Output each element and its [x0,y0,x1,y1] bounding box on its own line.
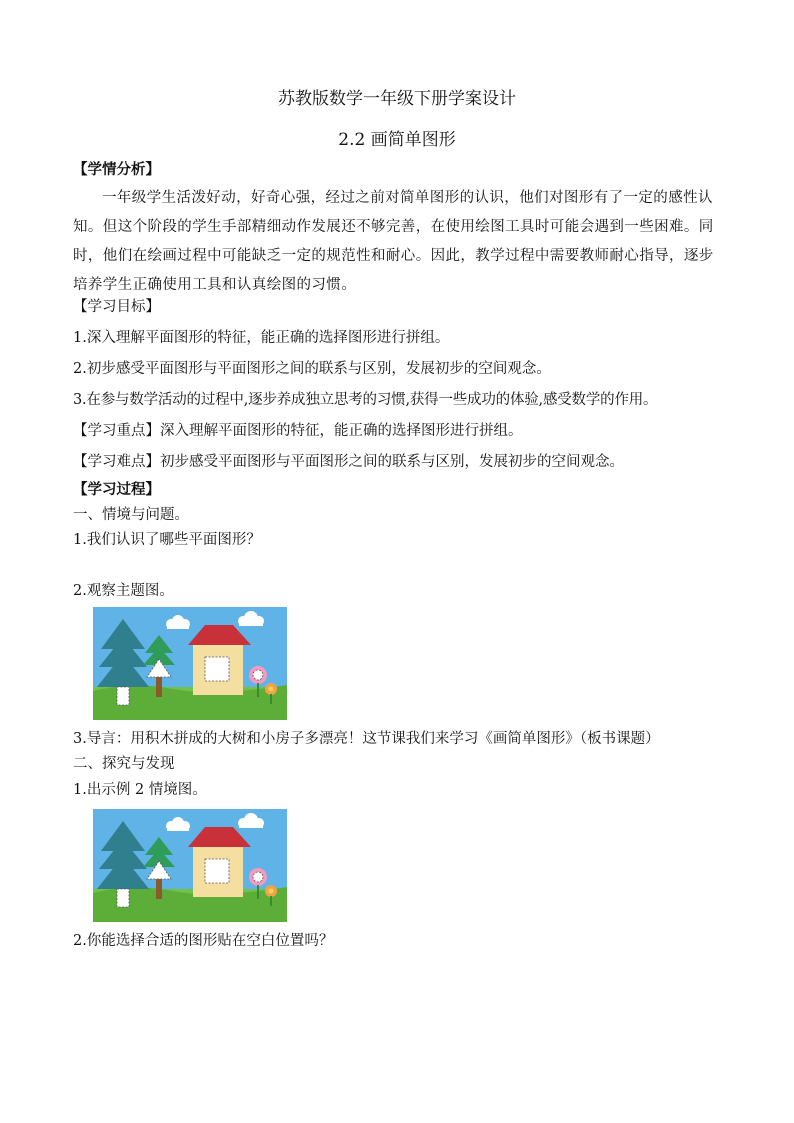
goal-item-1: 1.深入理解平面图形的特征，能正确的选择图形进行拼组。 [73,330,450,346]
difficulty-line [73,448,733,477]
part2-question-2: 2.你能选择合适的图形贴在空白位置吗？ [73,933,334,949]
goals-heading: 【学习目标】 [73,299,160,315]
part2-question-1: 1.出示例 2 情境图。 [73,782,207,798]
part1-question-1: 1.我们认识了哪些平面图形？ [73,532,261,548]
key-point-label: 【学习重点】 [73,423,160,439]
part1-question-3: 3.导言：用积木拼成的大树和小房子多漂亮！这节课我们来学习《画简单图形》（板书课题） [73,731,660,747]
theme-picture-graphic [93,607,287,720]
difficulty-label: 【学习难点】 [73,454,160,470]
part2-heading: 二、探究与发现 [73,756,175,772]
house [188,827,251,897]
goal-item-3: 3.在参与数学活动的过程中,逐步养成独立思考的习惯,获得一些成功的体验,感受数学的作用。 [73,392,658,408]
example-picture-graphic [93,809,287,922]
part1-heading: 一、情境与问题。 [73,507,189,523]
house [188,625,251,695]
goal-item-2: 2.初步感受平面图形与平面图形之间的联系与区别，发展初步的空间观念。 [73,361,551,377]
example-picture [93,809,287,922]
key-point-text: 深入理解平面图形的特征，能正确的选择图形进行拼组。 [160,423,523,439]
difficulty-text: 初步感受平面图形与平面图形之间的联系与区别，发展初步的空间观念。 [160,454,624,470]
analysis-heading: 【学情分析】 [73,161,160,178]
document-title: 苏教版数学一年级下册学案设计 [278,89,516,109]
analysis-paragraph: 一年级学生活泼好动，好奇心强，经过之前对简单图形的认识，他们对图形有了一定的感性认知。但这个阶段的学生手部精细动作发展还不够完善，在使用绘图工具时可能会遇到一些困难。同时，他们在绘画过程中可能缺乏一定的规范性和耐心。因此，教学过程中需要教师耐心指导，逐步培养学生正确使用工具和认真绘图的习惯。 [73,190,714,293]
process-heading: 【学习过程】 [73,481,160,498]
lesson-subtitle: 2.2 画简单图形 [338,130,456,150]
theme-picture [93,607,287,720]
key-point-line [73,417,733,446]
part1-question-2: 2.观察主题图。 [73,583,174,599]
